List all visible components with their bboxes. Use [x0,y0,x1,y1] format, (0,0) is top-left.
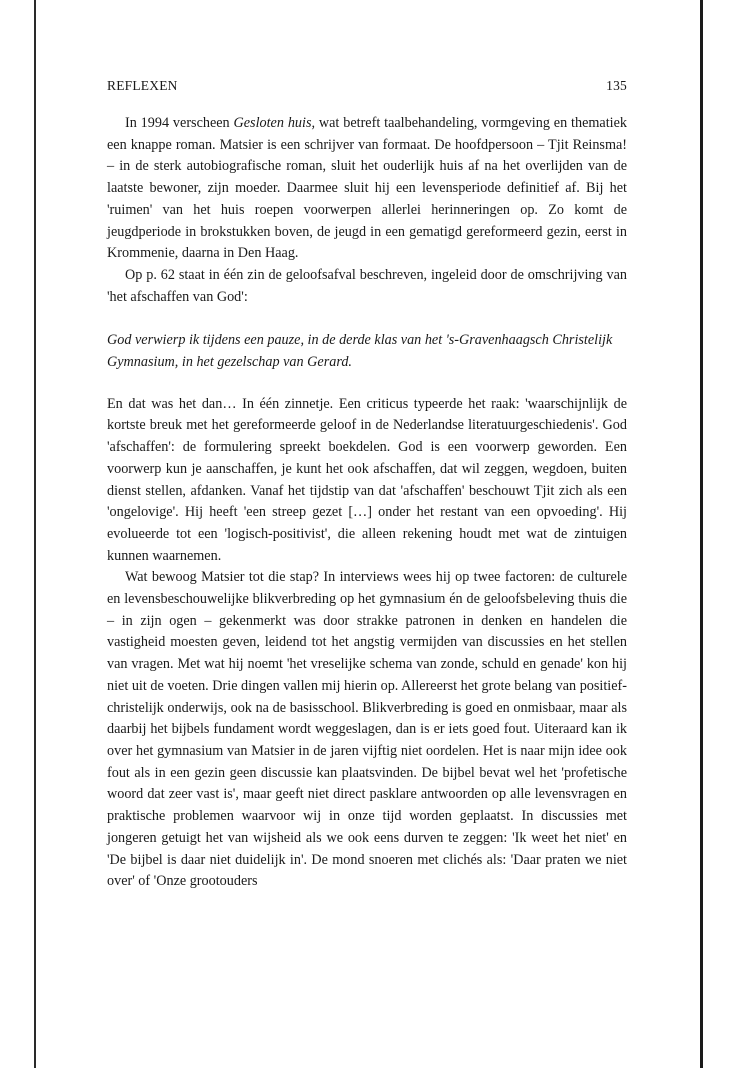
paragraph-2: Op p. 62 staat in één zin de geloofsafval beschreven, ingeleid door de omschrijving van 'het afschaffen van God': [107,266,627,305]
block-quote: God verwierp ik tijdens een pauze, in de derde klas van het 's-Gravenhaagsch Christelijk Gymnasium, in het gezelschap van Gerard. [107,332,613,371]
paragraph-4: Wat bewoog Matsier tot die stap? In interviews wees hij op twee factoren: de culturele en levensbeschouwelijke blikverbreding op het gymnasium én de geloofsbeleving thuis die – in zijn ogen – gekenmerkt was door strakke patronen in denken en handelen die vastigheid moesten geven, leidend tot het angstig vermijden van discussies en het stellen van vragen. Met wat hij noemt 'het vreselijke schema van zonde, schuld en genade' kon hij niet uit de voeten. Drie dingen vallen mij hierin op. Allereerst het grote belang van positief-christelijk onderwijs, ook na de basisschool. Blikverbreding is goed en onmisbaar, maar als daarbij het bijbels fundament wordt weggeslagen, dan is er iets goed fout. Uiteraard kan ik over het gymnasium van Matsier in de jaren vijftig niet oordelen. Het is naar mijn idee ook fout als in een gezin geen discussie kan plaatsvinden. De bijbel bevat wel het 'profetische woord dat zeer vast is', maar geeft niet direct pasklare antwoorden op alle levensvragen en praktische problemen waarvoor wij in onze tijd worden geplaatst. In discussies met jongeren getuigt het van wijsheid als we ook eens durven te zeggen: 'Ik weet het niet' en 'De bijbel is daar niet duidelijk in'. De mond snoeren met clichés als: 'Daar praten we niet over' of 'Onze grootouders [107,569,627,890]
page-number: 135 [606,78,627,93]
paragraph-1: In 1994 verscheen Gesloten huis, wat betreft taalbehandeling, vormgeving en thematiek een knappe roman. Matsier is een schrijver van formaat. De hoofdpersoon – Tjit Reinsma! – in de sterk autobiografische roman, sluit het ouderlijk huis af na het overlijden van de laatste bewoner, zijn moeder. Daarmee sluit hij een levensperiode definitief af. Bij het 'ruimen' van het huis roepen voorwerpen allerlei herinneringen op. Zo komt de jeugdperiode in brokstukken boven, de jeugd in een gematigd gereformeerd gezin, eerst in Krommenie, daarna in Den Haag. [107,115,627,262]
scan-border-left [34,0,36,1068]
paragraph-3: En dat was het dan… In één zinnetje. Een criticus typeerde het raak: 'waarschijnlijk de kortste breuk met het gereformeerde geloof in de Nederlandse literatuurgeschiedenis'. God 'afschaffen': de formulering spreekt boekdelen. God is een voorwerp geworden. Een voorwerp kun je aanschaffen, je kunt het ook afschaffen, dat wil zeggen, wegdoen, buiten dienst stellen, afdanken. Vanaf het tijdstip van dat 'afschaffen' beschouwt Tjit zich als een 'ongelovige'. Hij heeft 'een streep gezet […] onder het restant van een opvoeding'. Hij evolueerde tot een 'logisch-positivist', die alleen rekening houdt met wat de zintuigen kunnen waarnemen. [107,395,627,564]
body-text [107,113,627,893]
running-head: REFLEXEN [107,78,178,93]
book-title: Gesloten huis, [233,115,316,131]
scan-border-right [700,0,703,1068]
